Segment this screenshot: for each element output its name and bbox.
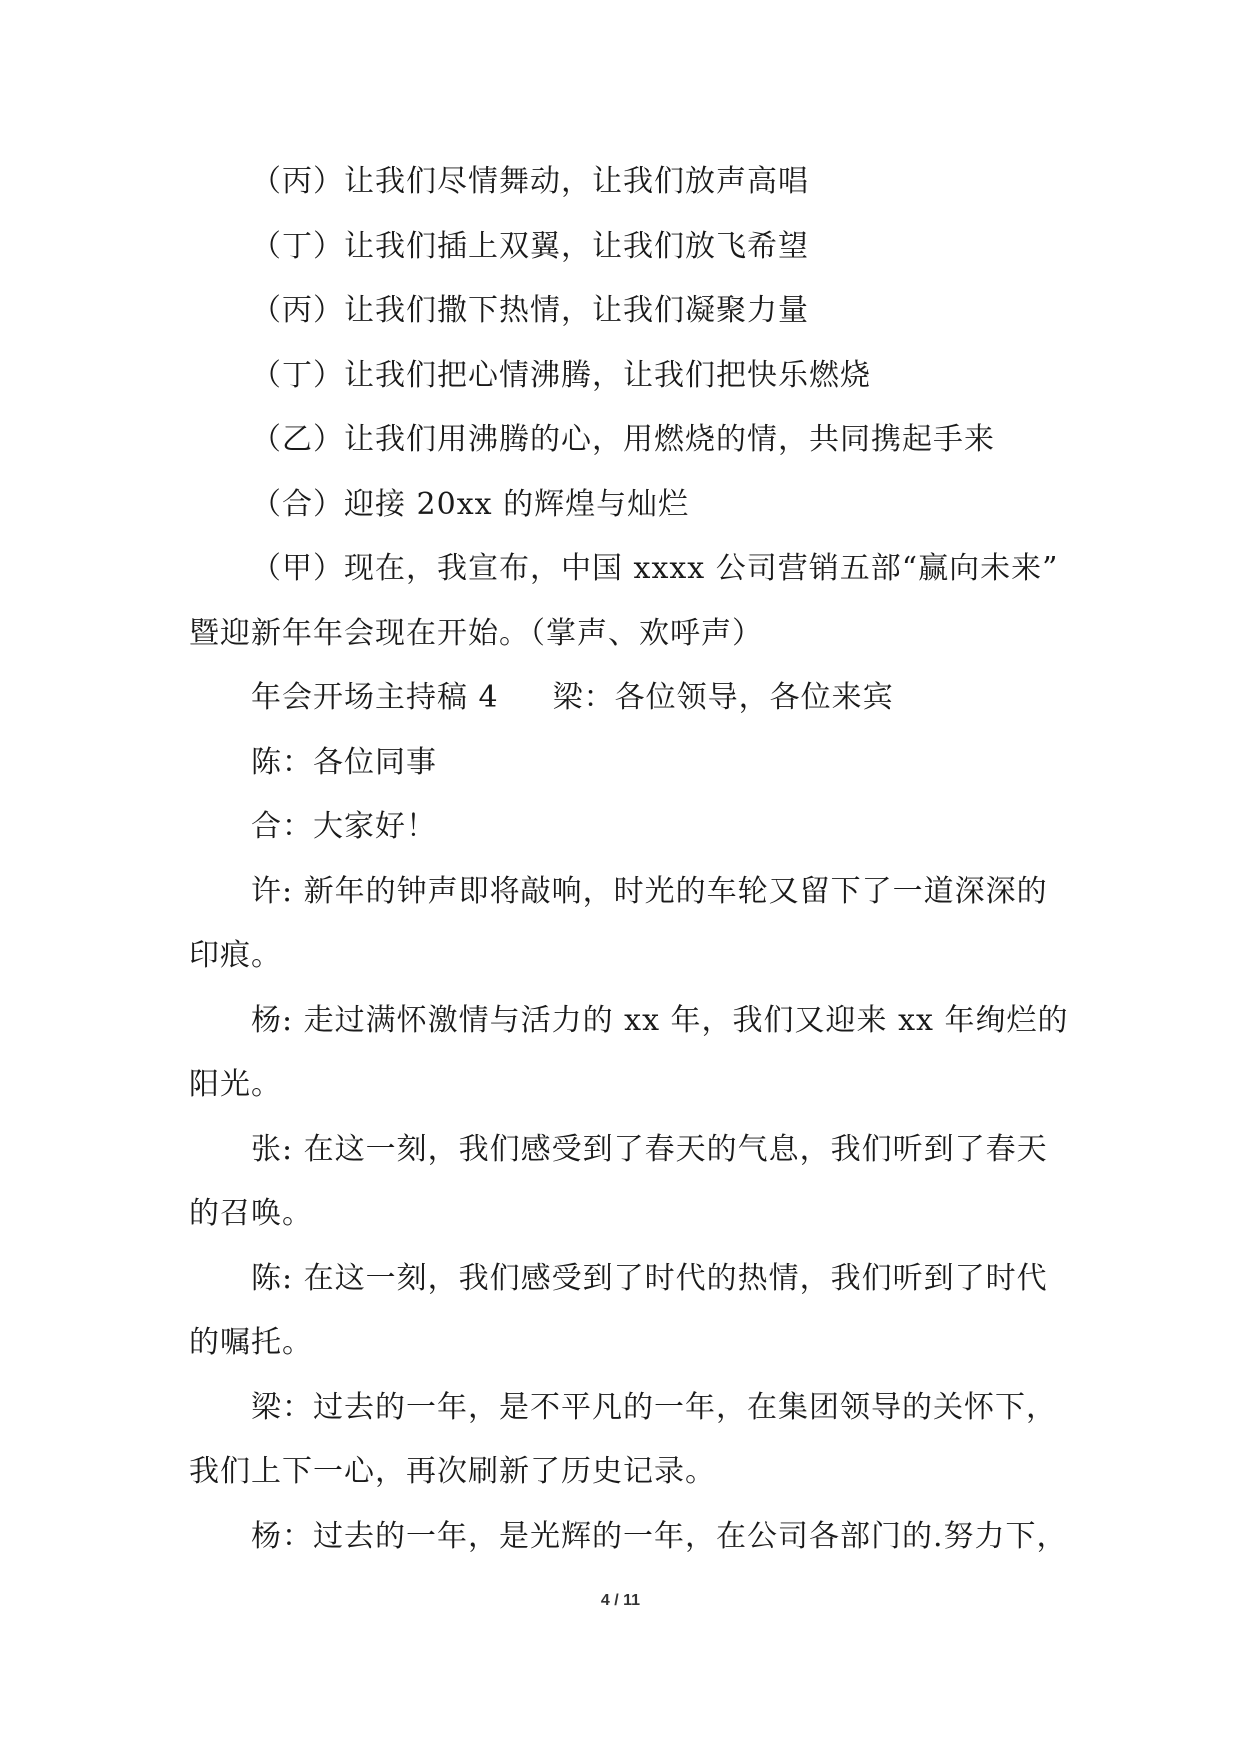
script-line: （丙）让我们尽情舞动，让我们放声高唱 xyxy=(251,164,809,199)
section-first-line: 梁：各位领导，各位来宾 xyxy=(552,680,894,715)
script-line: 合：大家好！ xyxy=(251,809,437,844)
script-line: （甲）现在，我宣布，中国 xxxx 公司营销五部“赢向未来” xyxy=(251,551,1059,586)
script-line: 梁：过去的一年，是不平凡的一年，在集团领导的关怀下， xyxy=(251,1389,1057,1425)
script-line: 陈: 在这一刻，我们感受到了时代的热情，我们听到了时代 xyxy=(251,1260,1048,1296)
section-heading: 年会开场主持稿 4 xyxy=(251,680,499,715)
script-line-continuation: 的召唤。 xyxy=(189,1196,313,1231)
script-line-continuation: 暨迎新年年会现在开始。（掌声、欢呼声） xyxy=(189,615,763,651)
document-body xyxy=(189,150,1069,1569)
script-line: 许: 新年的钟声即将敲响，时光的车轮又留下了一道深深的 xyxy=(251,873,1048,909)
script-line: 杨: 走过满怀激情与活力的 xx 年，我们又迎来 xx 年绚烂的 xyxy=(251,1002,1069,1038)
script-line: 张: 在这一刻，我们感受到了春天的气息，我们听到了春天 xyxy=(251,1131,1048,1167)
script-line: （乙）让我们用沸腾的心，用燃烧的情，共同携起手来 xyxy=(251,422,995,457)
script-line: （丁）让我们把心情沸腾，让我们把快乐燃烧 xyxy=(251,357,871,393)
script-line-continuation: 阳光。 xyxy=(189,1067,282,1102)
script-line: （丙）让我们撒下热情，让我们凝聚力量 xyxy=(251,293,809,328)
script-line: 杨：过去的一年，是光辉的一年，在公司各部门的.努力下， xyxy=(251,1518,1068,1554)
script-line: （合）迎接 20xx 的辉煌与灿烂 xyxy=(251,486,690,522)
script-line: 陈：各位同事 xyxy=(251,744,437,780)
page-number: 4 / 11 xyxy=(600,1592,641,1609)
script-line-continuation: 印痕。 xyxy=(189,938,282,973)
script-line-continuation: 的嘱托。 xyxy=(189,1325,313,1360)
section-heading-row xyxy=(189,666,1059,731)
script-line: （丁）让我们插上双翼，让我们放飞希望 xyxy=(251,228,809,264)
script-line-continuation: 我们上下一心，再次刷新了历史记录。 xyxy=(189,1454,716,1489)
